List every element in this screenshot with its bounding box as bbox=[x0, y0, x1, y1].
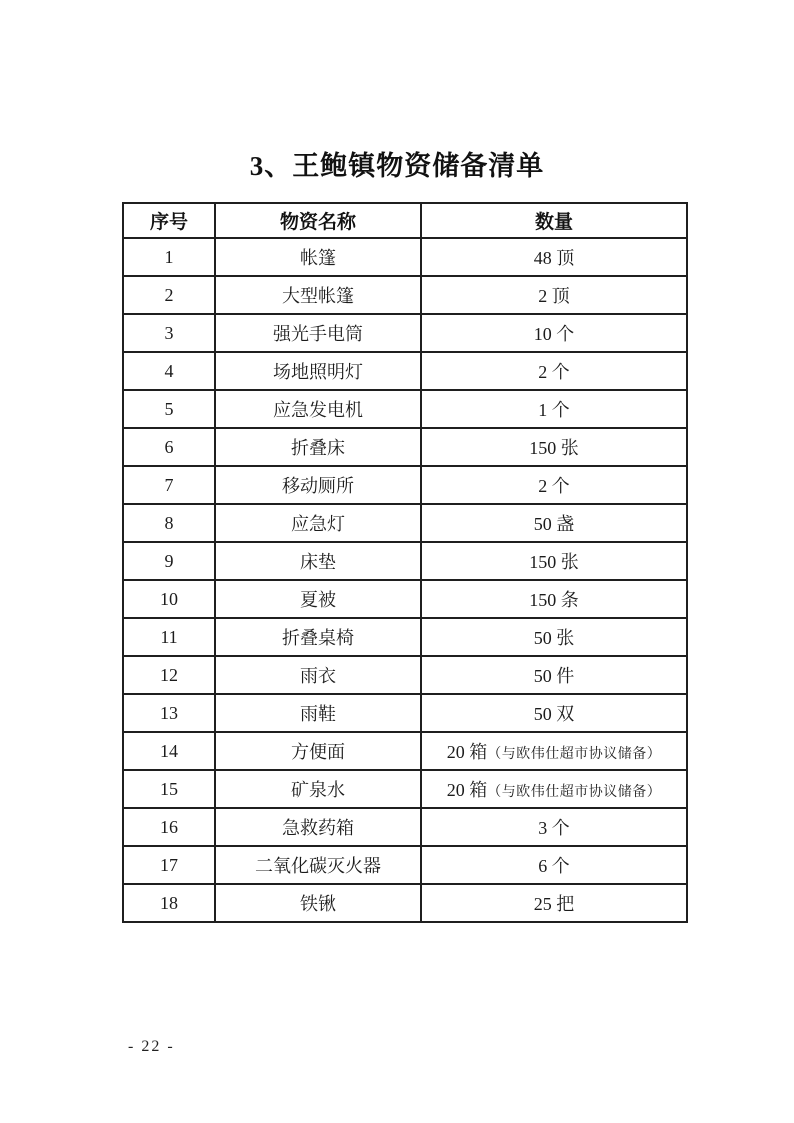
cell-qty bbox=[421, 580, 687, 618]
cell-name: 强光手电筒 bbox=[215, 314, 421, 352]
cell-name: 急救药箱 bbox=[215, 808, 421, 846]
cell-qty bbox=[421, 466, 687, 504]
qty-main: 20 箱 bbox=[446, 742, 488, 762]
table-row bbox=[123, 276, 687, 314]
qty-main: 150 张 bbox=[529, 438, 579, 458]
qty-main: 150 条 bbox=[529, 590, 579, 610]
cell-name: 帐篷 bbox=[215, 238, 421, 276]
cell-qty bbox=[421, 314, 687, 352]
page-number: - 22 - bbox=[128, 1038, 175, 1055]
qty-main: 50 盏 bbox=[533, 514, 575, 534]
qty-main: 50 张 bbox=[533, 628, 575, 648]
cell-no: 17 bbox=[123, 846, 215, 884]
header-row bbox=[123, 203, 687, 238]
cell-qty bbox=[421, 732, 687, 770]
cell-no: 11 bbox=[123, 618, 215, 656]
cell-no: 7 bbox=[123, 466, 215, 504]
cell-qty bbox=[421, 542, 687, 580]
cell-name: 雨衣 bbox=[215, 656, 421, 694]
table-row bbox=[123, 732, 687, 770]
document-title: 3、王鲍镇物资储备清单 bbox=[249, 151, 545, 181]
cell-no: 2 bbox=[123, 276, 215, 314]
cell-no: 10 bbox=[123, 580, 215, 618]
table-row bbox=[123, 656, 687, 694]
qty-main: 2 个 bbox=[538, 362, 570, 382]
qty-main: 2 顶 bbox=[538, 286, 570, 306]
cell-qty bbox=[421, 656, 687, 694]
cell-qty bbox=[421, 808, 687, 846]
table-row bbox=[123, 618, 687, 656]
table-row bbox=[123, 770, 687, 808]
table-row bbox=[123, 542, 687, 580]
cell-no: 6 bbox=[123, 428, 215, 466]
qty-main: 25 把 bbox=[533, 894, 575, 914]
cell-no: 18 bbox=[123, 884, 215, 922]
cell-no: 13 bbox=[123, 694, 215, 732]
header-material-name: 物资名称 bbox=[215, 203, 421, 238]
qty-main: 2 个 bbox=[538, 476, 570, 496]
cell-name: 场地照明灯 bbox=[215, 352, 421, 390]
cell-name: 移动厕所 bbox=[215, 466, 421, 504]
table-row bbox=[123, 352, 687, 390]
cell-qty bbox=[421, 504, 687, 542]
cell-name: 应急灯 bbox=[215, 504, 421, 542]
cell-name: 应急发电机 bbox=[215, 390, 421, 428]
table-row bbox=[123, 390, 687, 428]
cell-qty bbox=[421, 846, 687, 884]
qty-main: 50 件 bbox=[533, 666, 575, 686]
cell-qty bbox=[421, 238, 687, 276]
qty-main: 50 双 bbox=[533, 704, 575, 724]
qty-main: 150 张 bbox=[529, 552, 579, 572]
qty-note: （与欧伟仕超市协议储备） bbox=[487, 785, 662, 800]
table-row bbox=[123, 580, 687, 618]
table-row bbox=[123, 694, 687, 732]
cell-qty bbox=[421, 618, 687, 656]
cell-name: 铁锹 bbox=[215, 884, 421, 922]
table-row bbox=[123, 808, 687, 846]
cell-no: 14 bbox=[123, 732, 215, 770]
table-row bbox=[123, 504, 687, 542]
cell-qty bbox=[421, 352, 687, 390]
supplies-table-header bbox=[123, 203, 687, 238]
cell-name: 雨鞋 bbox=[215, 694, 421, 732]
cell-name: 床垫 bbox=[215, 542, 421, 580]
cell-qty bbox=[421, 770, 687, 808]
header-quantity: 数量 bbox=[421, 203, 687, 238]
cell-qty bbox=[421, 884, 687, 922]
cell-no: 15 bbox=[123, 770, 215, 808]
cell-no: 4 bbox=[123, 352, 215, 390]
table-row bbox=[123, 238, 687, 276]
cell-name: 折叠床 bbox=[215, 428, 421, 466]
cell-no: 1 bbox=[123, 238, 215, 276]
cell-qty bbox=[421, 276, 687, 314]
table-row bbox=[123, 884, 687, 922]
table-row bbox=[123, 314, 687, 352]
qty-main: 10 个 bbox=[533, 324, 575, 344]
supplies-table bbox=[122, 202, 688, 923]
cell-name: 二氧化碳灭火器 bbox=[215, 846, 421, 884]
qty-main: 6 个 bbox=[538, 856, 570, 876]
cell-qty bbox=[421, 390, 687, 428]
cell-no: 16 bbox=[123, 808, 215, 846]
cell-name: 折叠桌椅 bbox=[215, 618, 421, 656]
cell-name: 矿泉水 bbox=[215, 770, 421, 808]
supplies-table-body bbox=[123, 238, 687, 922]
table-row bbox=[123, 428, 687, 466]
cell-qty bbox=[421, 428, 687, 466]
header-serial-number: 序号 bbox=[123, 203, 215, 238]
qty-main: 3 个 bbox=[538, 818, 570, 838]
qty-main: 1 个 bbox=[538, 400, 570, 420]
cell-name: 方便面 bbox=[215, 732, 421, 770]
cell-name: 夏被 bbox=[215, 580, 421, 618]
qty-main: 20 箱 bbox=[446, 780, 488, 800]
cell-no: 9 bbox=[123, 542, 215, 580]
cell-no: 8 bbox=[123, 504, 215, 542]
qty-main: 48 顶 bbox=[533, 248, 575, 268]
cell-no: 5 bbox=[123, 390, 215, 428]
table-row bbox=[123, 846, 687, 884]
cell-name: 大型帐篷 bbox=[215, 276, 421, 314]
cell-no: 3 bbox=[123, 314, 215, 352]
cell-qty bbox=[421, 694, 687, 732]
table-row bbox=[123, 466, 687, 504]
qty-note: （与欧伟仕超市协议储备） bbox=[487, 747, 662, 762]
cell-no: 12 bbox=[123, 656, 215, 694]
